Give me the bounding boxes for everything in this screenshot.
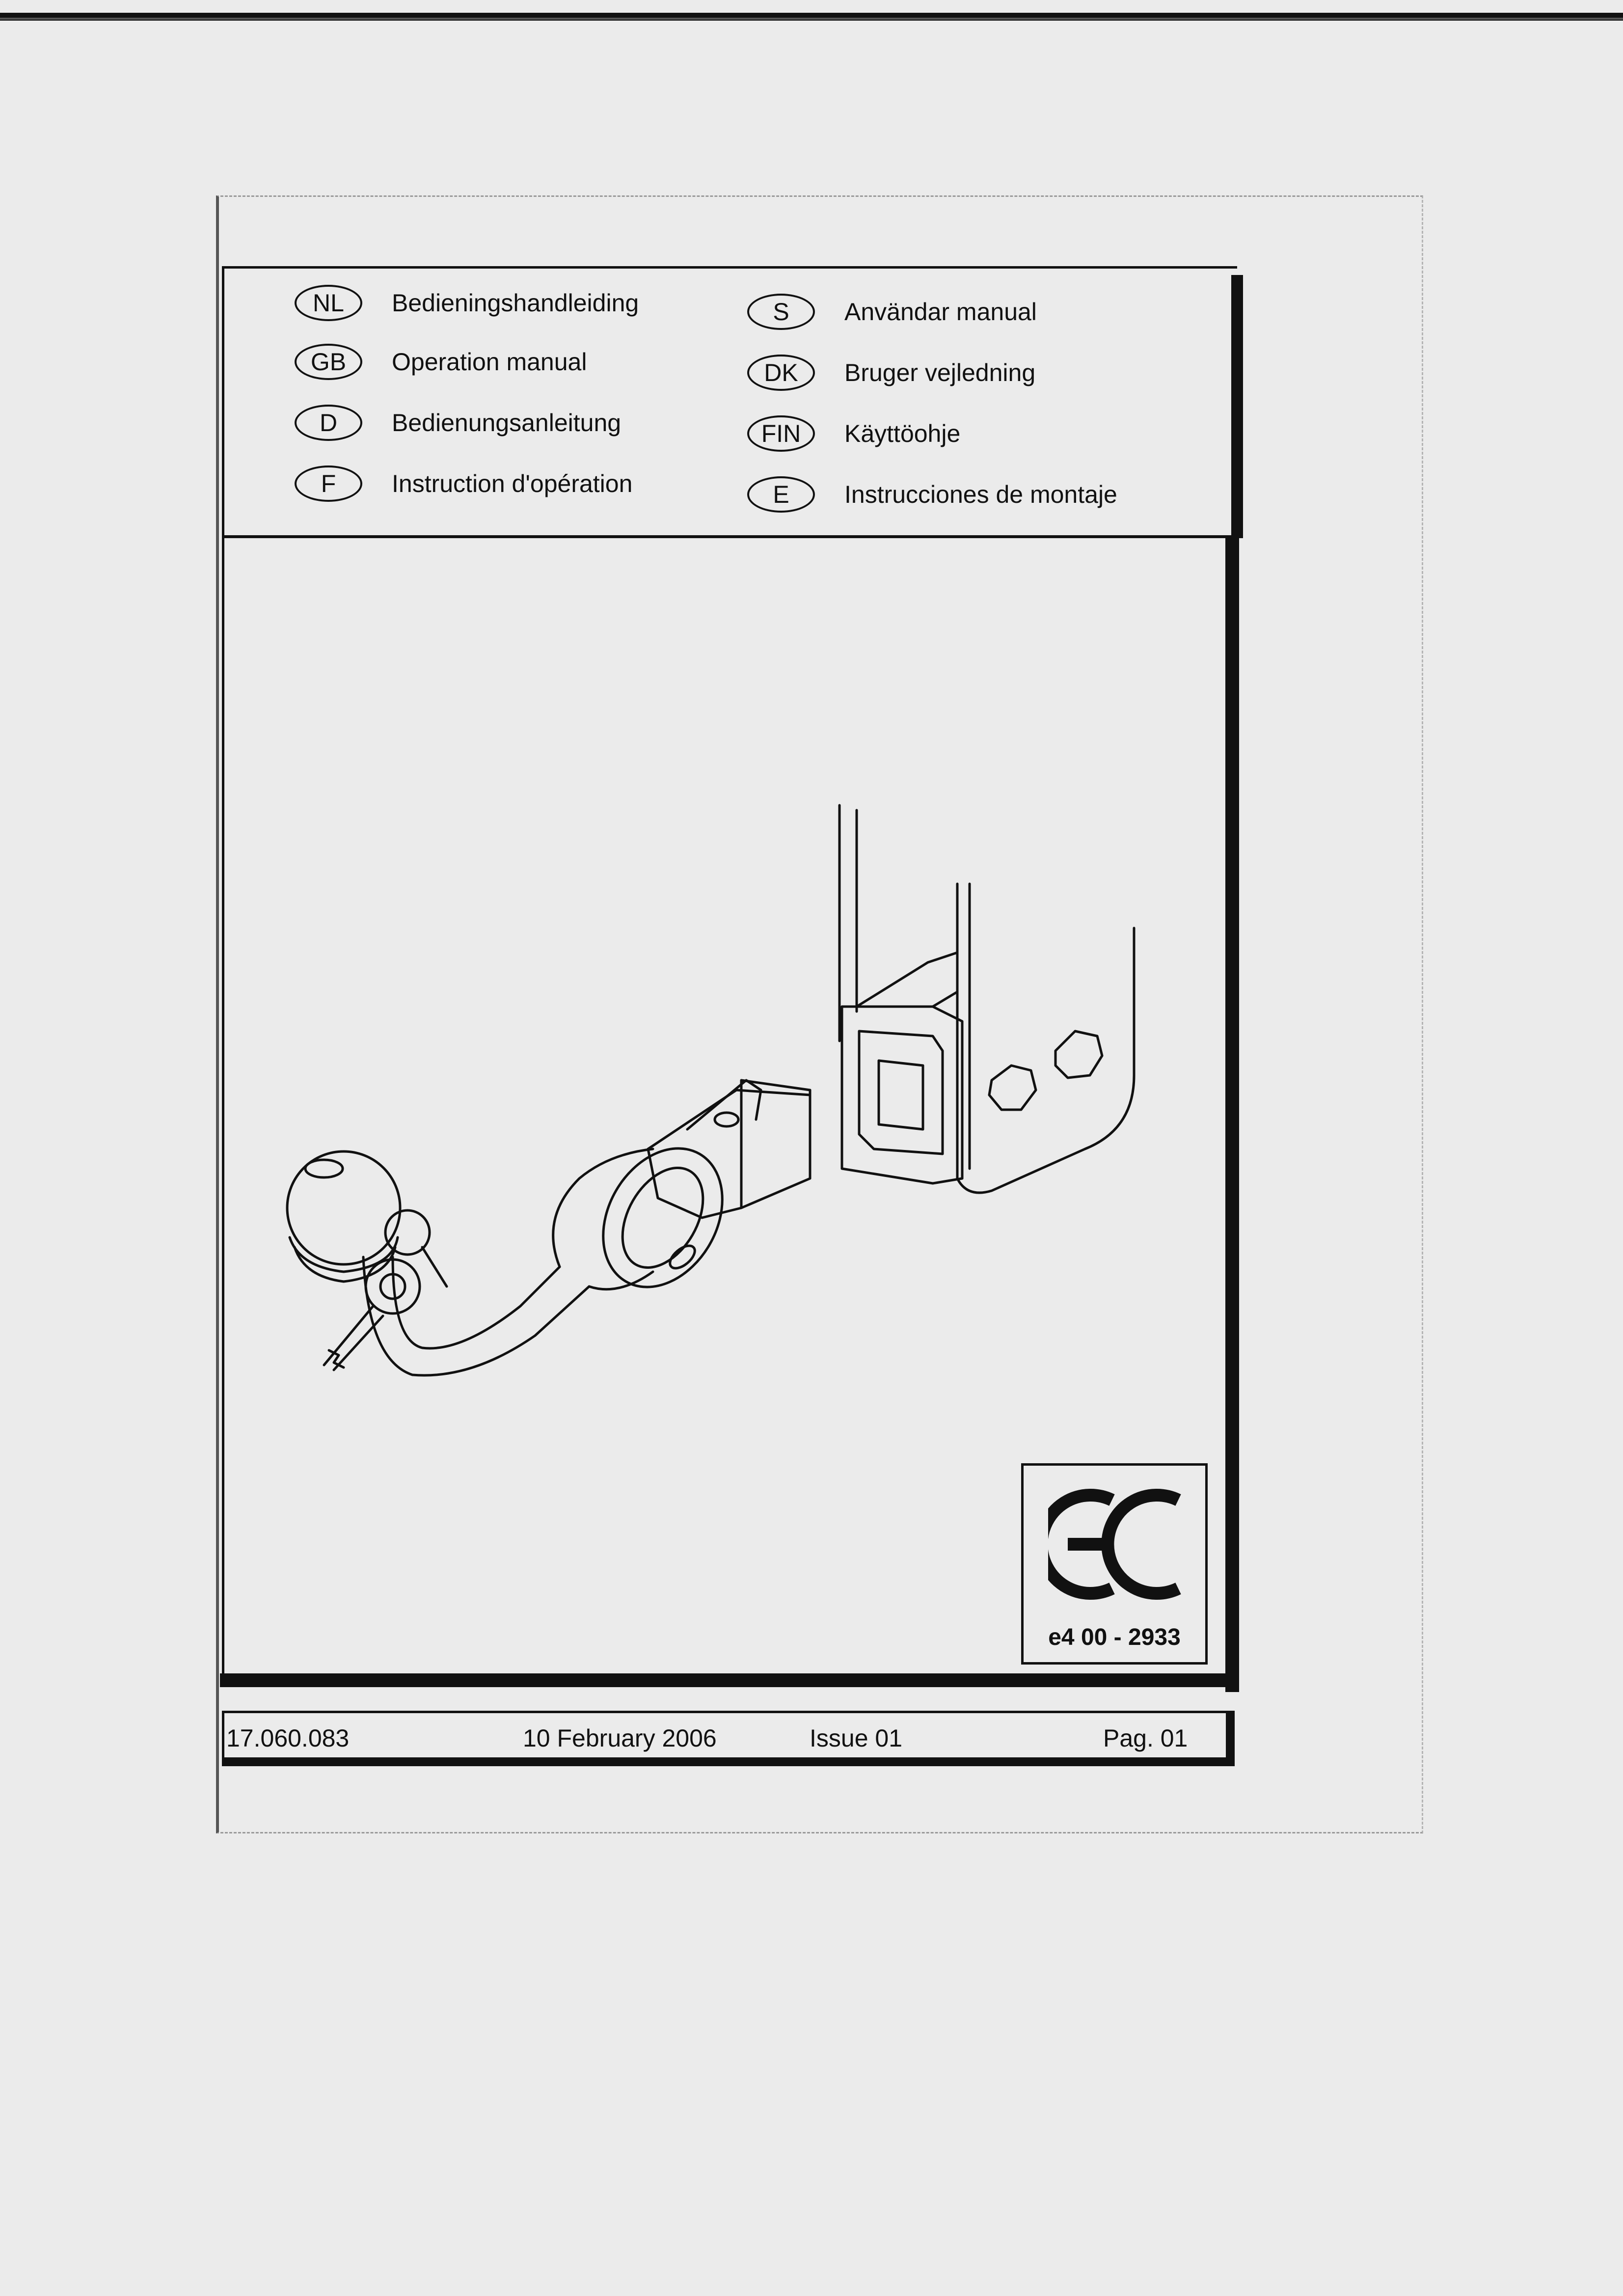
doc-issue: Issue 01 [810,1724,903,1752]
ec-logo-icon [1048,1485,1186,1603]
illustration-box-shadow-bottom [220,1673,1239,1687]
language-code-badge: NL [295,285,362,321]
language-box-shadow [1231,275,1243,538]
language-item-f [295,465,632,502]
tow-bar-illustration [245,776,1178,1463]
doc-date: 10 February 2006 [523,1724,717,1752]
language-code-badge: FIN [747,415,815,452]
language-code-badge: DK [747,355,815,391]
language-code-badge: F [295,465,362,502]
language-label: Instruction d'opération [392,470,633,497]
language-label: Bruger vejledning [844,359,1036,386]
language-item-fin [747,415,960,452]
language-code-badge: D [295,405,362,441]
language-item-gb [295,344,587,380]
language-code-badge: S [747,294,815,330]
illustration-box-shadow-right [1225,538,1239,1692]
lock-keys [324,1210,447,1370]
language-item-dk [747,355,1035,391]
language-label: Bedienungsanleitung [392,409,622,437]
language-code-badge: E [747,476,815,513]
language-item-s [747,294,1037,330]
language-label: Käyttöohje [844,420,961,447]
language-label: Bedieningshandleiding [392,289,639,317]
ec-approval-number: e4 00 - 2933 [1048,1624,1181,1650]
language-item-e [747,476,1117,513]
language-item-nl [295,285,639,321]
language-code-badge: GB [295,344,362,380]
doc-number: 17.060.083 [226,1724,350,1752]
language-label: Instrucciones de montaje [844,481,1117,508]
footer-bar [222,1711,1235,1766]
page-number: Pag. 01 [1103,1724,1188,1752]
top-scan-rule-thin [0,18,1623,20]
language-label: Användar manual [844,298,1037,326]
language-item-d [295,405,621,441]
receiver-frame [839,805,1134,1193]
language-label: Operation manual [392,348,587,376]
ec-approval-mark [1021,1463,1208,1665]
